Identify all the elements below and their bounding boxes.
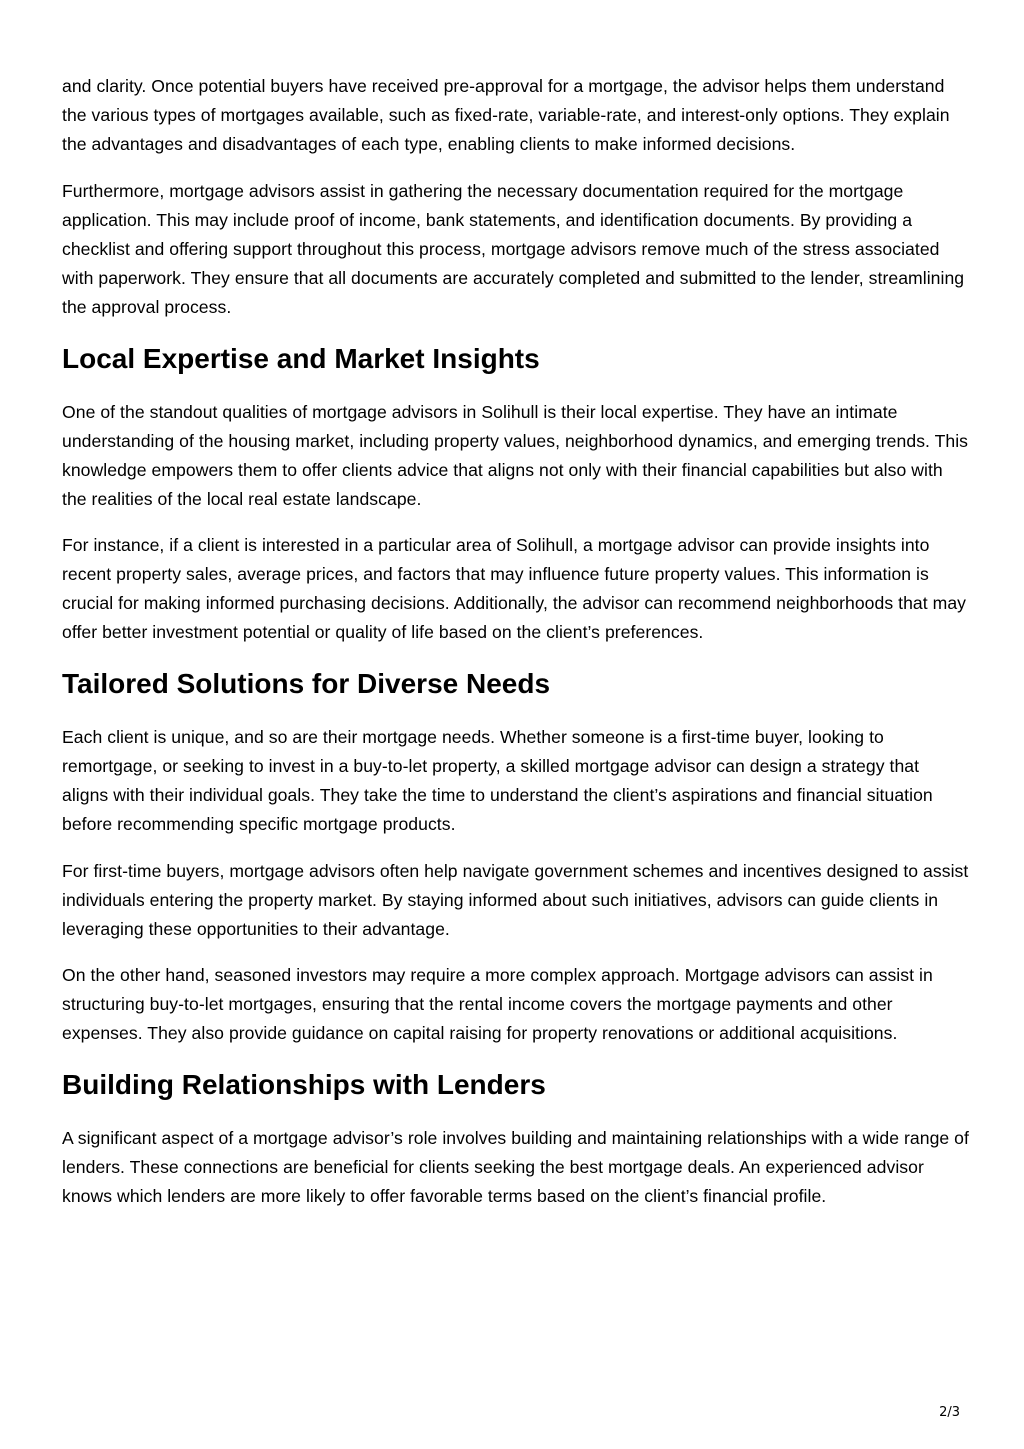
local-expertise-paragraph-2: For instance, if a client is interested in a particular area of Solihull, a mortgage advisor can provide insights into recent property sales, average prices, and factors that may influence future property values. This information is crucial for making informed purchasing decisions. Additionally, the advisor can recommend neighborhoods that may offer better investment potential or quality of life based on the client’s preferences. [62, 535, 967, 642]
intro-paragraph-2: Furthermore, mortgage advisors assist in gathering the necessary documentation required for the mortgage application. This may include proof of income, bank statements, and identification documents. By providing a checklist and offering support throughout this process, mortgage advisors remove much of the stress associated with paperwork. They ensure that all documents are accurately completed and submitted to the lender, streamlining the approval process. [62, 180, 965, 317]
local-expertise-paragraph-1: One of the standout qualities of mortgage advisors in Solihull is their local expertise. They have an intimate understanding of the housing market, including property values, neighborhood dynamics, and emerging trends. This knowledge empowers them to offer clients advice that aligns not only with their financial capabilities but also with the realities of the local real estate landscape. [62, 401, 969, 509]
heading-tailored-solutions: Tailored Solutions for Diverse Needs [62, 668, 551, 699]
document-page [62, 72, 970, 1229]
tailored-solutions-paragraph-2: For first-time buyers, mortgage advisors often help navigate government schemes and incentives designed to assist individuals entering the property market. By staying informed about such initiatives, advisors can guide clients in leveraging these opportunities to their advantage. [62, 860, 969, 939]
intro-paragraph-1: and clarity. Once potential buyers have received pre-approval for a mortgage, the advisor helps them understand the various types of mortgages available, such as fixed-rate, variable-rate, and interest-only options. They explain the advantages and disadvantages of each type, enabling clients to make informed decisions. [62, 76, 950, 154]
page-number: 2/3 [939, 1405, 960, 1420]
lender-relationships-paragraph-1: A significant aspect of a mortgage advisor’s role involves building and maintaining relationships with a wide range of lenders. These connections are beneficial for clients seeking the best mortgage deals. An experienced advisor knows which lenders are more likely to offer favorable terms based on the client’s financial profile. [62, 1128, 969, 1206]
heading-lender-relationships: Building Relationships with Lenders [62, 1069, 546, 1100]
heading-local-expertise: Local Expertise and Market Insights [62, 342, 540, 374]
tailored-solutions-paragraph-3: On the other hand, seasoned investors may require a more complex approach. Mortgage advisors can assist in structuring buy-to-let mortgages, ensuring that the rental income covers the mortgage payments and other expenses. They also provide guidance on capital raising for property renovations or additional acquisitions. [62, 965, 933, 1043]
tailored-solutions-paragraph-1: Each client is unique, and so are their mortgage needs. Whether someone is a first-time buyer, looking to remortgage, or seeking to invest in a buy-to-let property, a skilled mortgage advisor can design a strategy that aligns with their individual goals. They take the time to understand the client’s aspirations and financial situation before recommending specific mortgage products. [62, 727, 933, 834]
